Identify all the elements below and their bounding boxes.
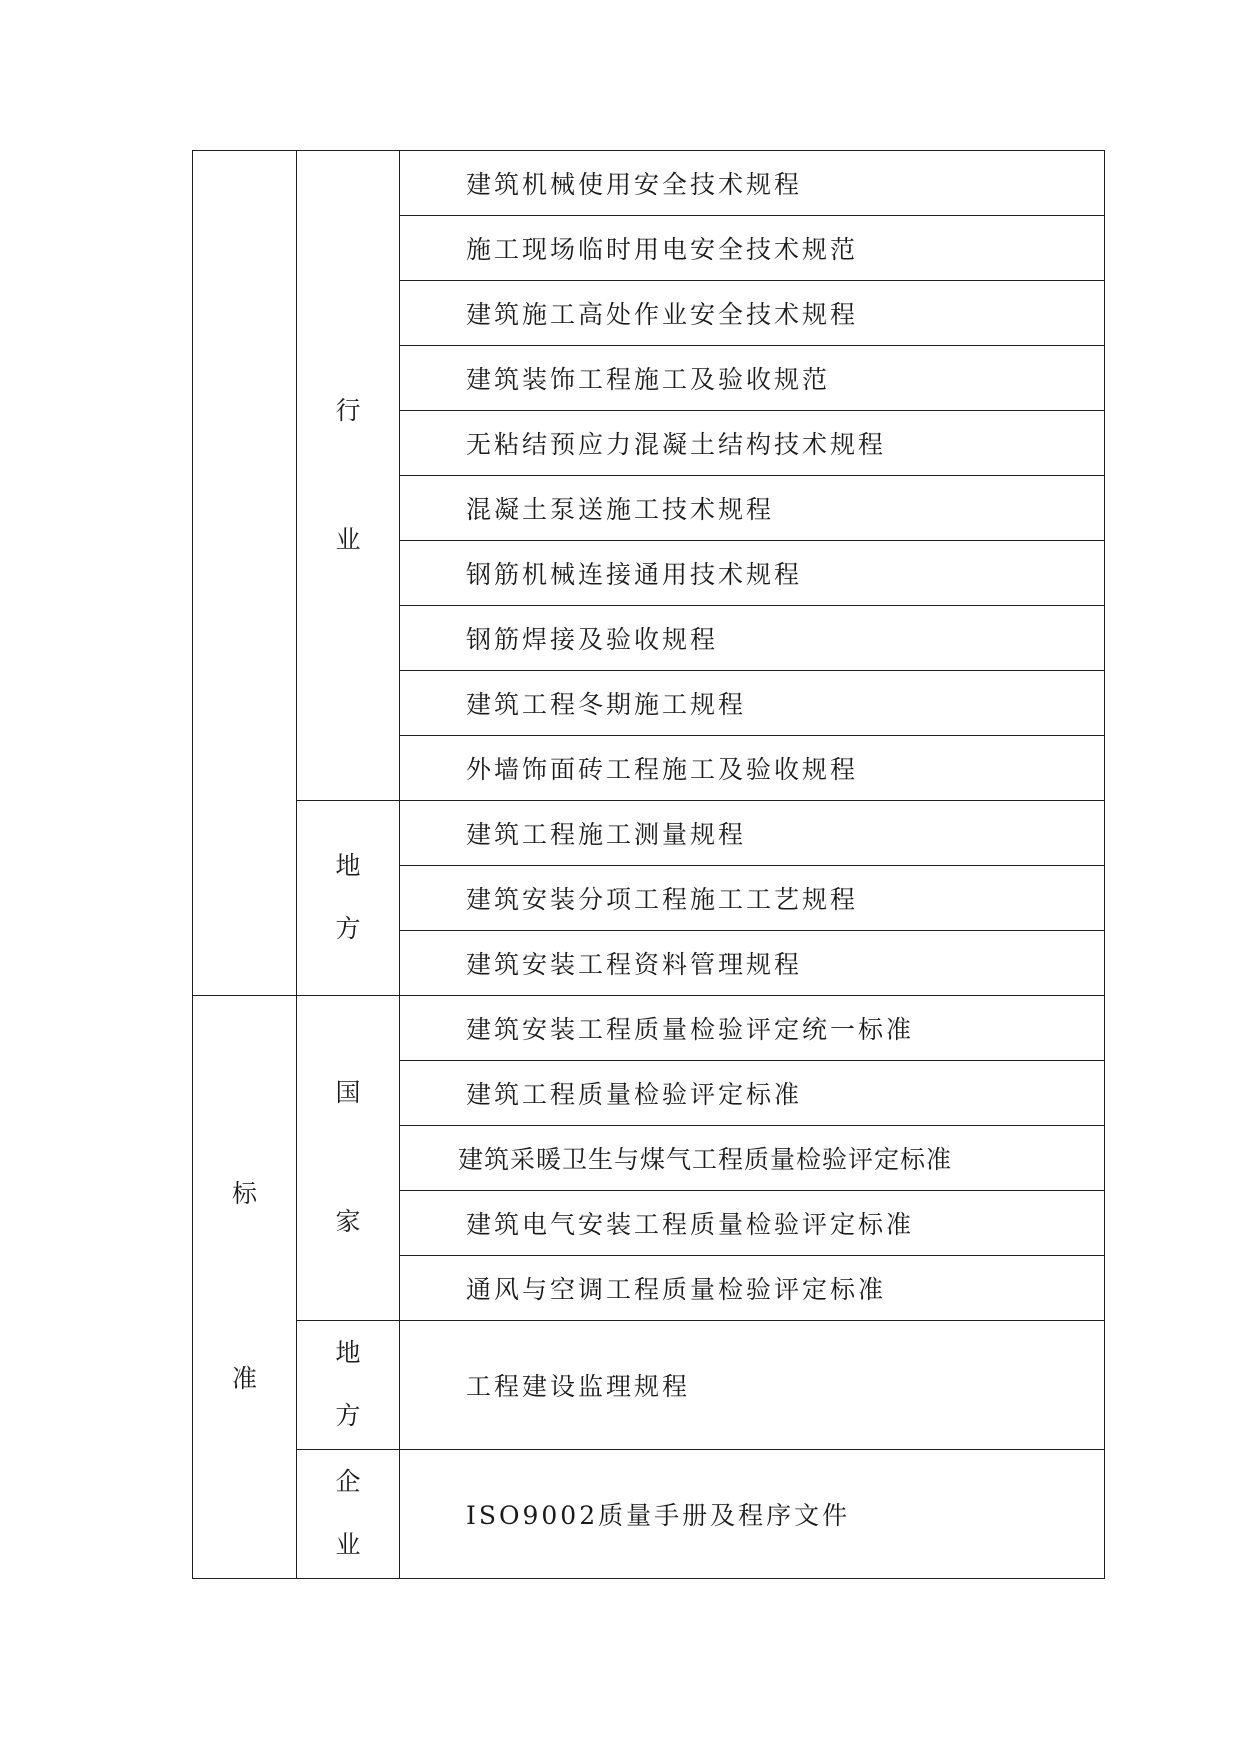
standard-item: 建筑装饰工程施工及验收规范 [400, 346, 1105, 411]
table-row [193, 151, 1105, 216]
standard-item: 钢筋机械连接通用技术规程 [400, 541, 1105, 606]
table-row [193, 1321, 1105, 1450]
category-cell-empty [193, 151, 297, 996]
subgroup-label-enterprise [297, 1450, 400, 1579]
subgroup-label-industry [297, 151, 400, 801]
standard-item: 钢筋焊接及验收规程 [400, 606, 1105, 671]
standard-item: 施工现场临时用电安全技术规范 [400, 216, 1105, 281]
subgroup-label-char: 业 [335, 1530, 361, 1559]
standard-item: ISO9002质量手册及程序文件 [400, 1450, 1105, 1579]
subgroup-label-char: 地 [335, 1338, 361, 1367]
subgroup-label-char: 方 [335, 1401, 361, 1430]
standard-item: 建筑施工高处作业安全技术规程 [400, 281, 1105, 346]
standard-item: 混凝土泵送施工技术规程 [400, 476, 1105, 541]
standard-item: 通风与空调工程质量检验评定标准 [400, 1256, 1105, 1321]
subgroup-label-char: 国 [335, 1078, 361, 1107]
standard-item: 建筑安装工程资料管理规程 [400, 931, 1105, 996]
table-row [193, 801, 1105, 866]
standard-item: 工程建设监理规程 [400, 1321, 1105, 1450]
standard-item: 无粘结预应力混凝土结构技术规程 [400, 411, 1105, 476]
standard-item: 建筑工程质量检验评定标准 [400, 1061, 1105, 1126]
subgroup-label-local [297, 801, 400, 996]
standard-item: 外墙饰面砖工程施工及验收规程 [400, 736, 1105, 801]
standard-item: 建筑安装分项工程施工工艺规程 [400, 866, 1105, 931]
standard-item: 建筑工程冬期施工规程 [400, 671, 1105, 736]
standards-table [192, 150, 1105, 1579]
category-label-standards [193, 996, 297, 1579]
table-row [193, 996, 1105, 1061]
category-label-char: 标 [231, 1179, 257, 1208]
subgroup-label-local [297, 1321, 400, 1450]
subgroup-label-char: 地 [335, 851, 361, 880]
standard-item: 建筑电气安装工程质量检验评定标准 [400, 1191, 1105, 1256]
standard-item: 建筑机械使用安全技术规程 [400, 151, 1105, 216]
standard-item: 建筑工程施工测量规程 [400, 801, 1105, 866]
subgroup-label-char: 业 [335, 524, 361, 554]
subgroup-label-national [297, 996, 400, 1321]
subgroup-label-char: 方 [335, 914, 361, 943]
subgroup-label-char: 企 [335, 1467, 361, 1496]
subgroup-label-char: 行 [335, 395, 361, 425]
category-label-char: 准 [231, 1364, 257, 1393]
subgroup-label-char: 家 [335, 1207, 361, 1236]
standard-item: 建筑采暖卫生与煤气工程质量检验评定标准 [400, 1126, 1105, 1191]
table-row [193, 1450, 1105, 1579]
standard-item: 建筑安装工程质量检验评定统一标准 [400, 996, 1105, 1061]
